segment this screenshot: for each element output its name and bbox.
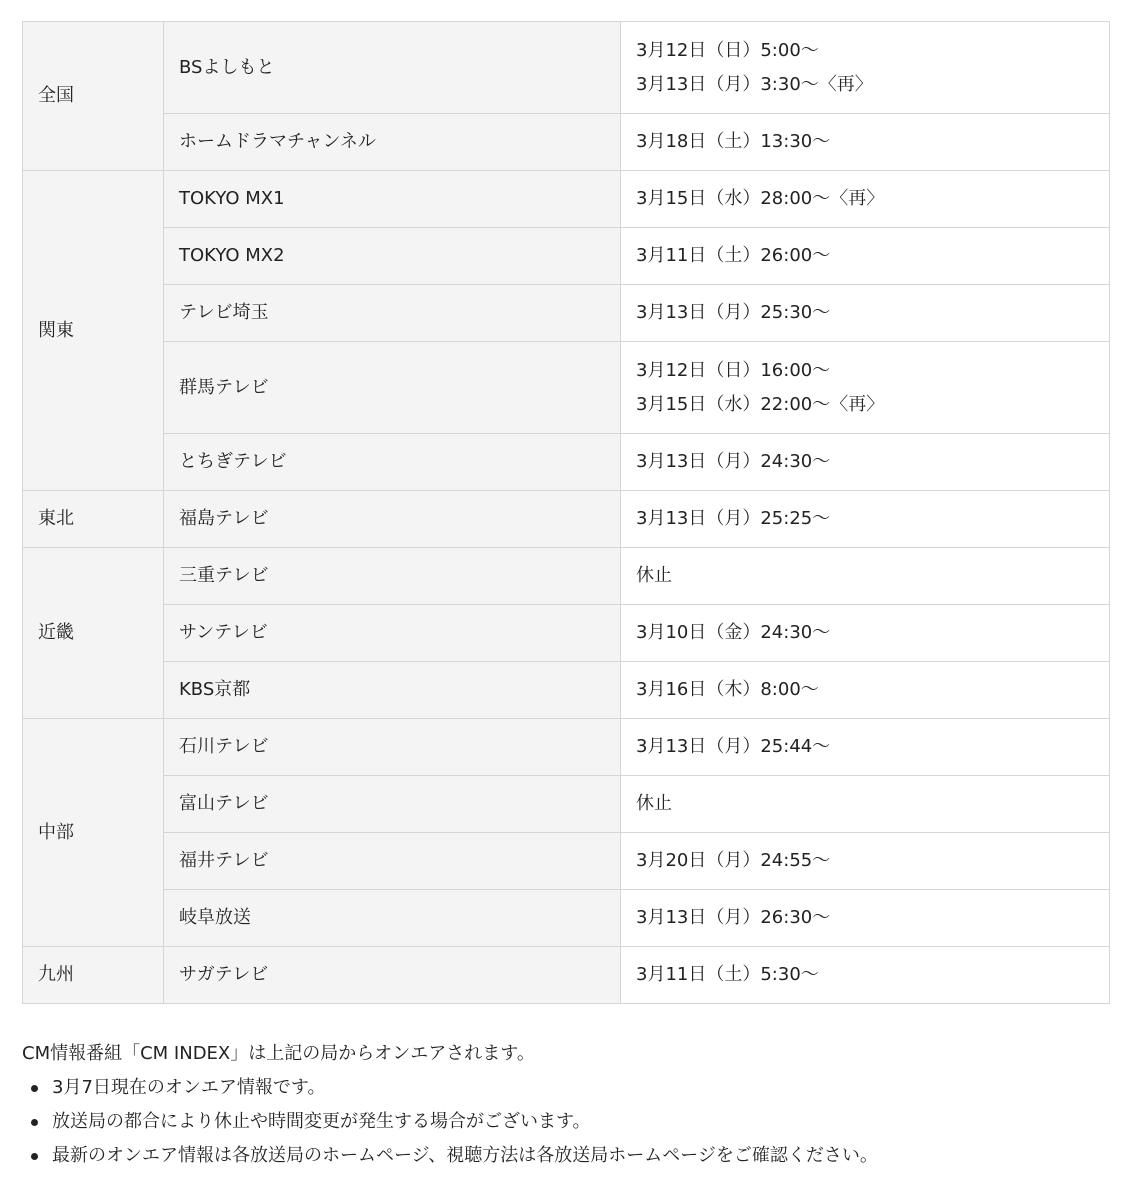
station-name: TOKYO MX2 [164,228,621,285]
table-row [23,22,1110,114]
airtime-text: 3月13日（月）25:44〜 [636,736,831,757]
table-row [23,285,1110,342]
station-name: TOKYO MX1 [164,171,621,228]
station-name: ホームドラマチャンネル [164,114,621,171]
airtime-text: 3月11日（土）5:30〜 [636,964,819,985]
table-row [23,548,1110,605]
station-name: 福島テレビ [164,491,621,548]
station-name: 石川テレビ [164,719,621,776]
table-row [23,114,1110,171]
notes-intro: CM情報番組「CM INDEX」は上記の局からオンエアされます。 [22,1043,535,1064]
airtime-text: 3月11日（土）26:00〜 [636,245,831,266]
airtime-cell [621,114,1110,171]
station-name: サンテレビ [164,605,621,662]
airtime-text: 3月15日（水）28:00〜〈再〉 [636,188,885,209]
notes-section [22,1037,1112,1173]
airtime-text: 3月16日（木）8:00〜 [636,679,819,700]
table-row [23,491,1110,548]
airtime-cell [621,491,1110,548]
station-name: BSよしもと [164,22,621,114]
station-name: テレビ埼玉 [164,285,621,342]
bullet-icon [31,1085,38,1092]
station-name: 富山テレビ [164,776,621,833]
station-name: 福井テレビ [164,833,621,890]
table-row [23,947,1110,1004]
table-row [23,605,1110,662]
airtime-cell [621,947,1110,1004]
airtime-text: 3月20日（月）24:55〜 [636,850,831,871]
airtime-text: 3月13日（月）24:30〜 [636,451,831,472]
bullet-icon [31,1119,38,1126]
airtime-text: 休止 [636,793,672,814]
airtime-text: 3月13日（月）25:30〜 [636,302,831,323]
airtime-text: 3月13日（月）3:30〜〈再〉 [636,73,873,95]
airtime-text: 3月12日（日）16:00〜 [636,359,831,381]
airtime-cell [621,890,1110,947]
list-item [22,1139,1112,1173]
station-name: 群馬テレビ [164,342,621,434]
airtime-cell [621,719,1110,776]
airtime-cell [621,662,1110,719]
airtime-text: 3月13日（月）25:25〜 [636,508,831,529]
station-name: サガテレビ [164,947,621,1004]
region-cell: 関東 [23,171,164,491]
broadcast-schedule [22,21,1110,1004]
station-name: とちぎテレビ [164,434,621,491]
region-cell: 中部 [23,719,164,947]
bullet-icon [31,1153,38,1160]
table-row [23,662,1110,719]
station-name: 三重テレビ [164,548,621,605]
table-row [23,228,1110,285]
list-item [22,1105,1112,1139]
station-name: 岐阜放送 [164,890,621,947]
airtime-text: 3月18日（土）13:30〜 [636,131,831,152]
region-cell: 九州 [23,947,164,1004]
note-text: 3月7日現在のオンエア情報です。 [52,1077,326,1098]
airtime-text: 3月13日（月）26:30〜 [636,907,831,928]
airtime-text: 3月12日（日）5:00〜 [636,39,819,61]
airtime-text: 3月10日（金）24:30〜 [636,622,831,643]
region-cell: 東北 [23,491,164,548]
airtime-cell [621,171,1110,228]
table-row [23,833,1110,890]
station-name: KBS京都 [164,662,621,719]
airtime-cell [621,342,1110,434]
table-row [23,719,1110,776]
airtime-cell [621,228,1110,285]
table-row [23,434,1110,491]
note-text: 放送局の都合により休止や時間変更が発生する場合がございます。 [52,1111,591,1132]
airtime-cell [621,285,1110,342]
table-row [23,342,1110,434]
table-row [23,776,1110,833]
airtime-cell [621,776,1110,833]
airtime-cell [621,434,1110,491]
airtime-text: 休止 [636,565,672,586]
table-row [23,171,1110,228]
airtime-cell [621,605,1110,662]
airtime-text: 3月15日（水）22:00〜〈再〉 [636,393,885,415]
airtime-cell [621,833,1110,890]
list-item [22,1071,1112,1105]
notes-list [22,1071,1112,1173]
airtime-cell [621,548,1110,605]
airtime-cell [621,22,1110,114]
table-row [23,890,1110,947]
schedule-table [22,21,1110,1004]
region-cell: 全国 [23,22,164,171]
region-cell: 近畿 [23,548,164,719]
note-text: 最新のオンエア情報は各放送局のホームページ、視聴方法は各放送局ホームページをご確認ください。 [52,1145,878,1166]
